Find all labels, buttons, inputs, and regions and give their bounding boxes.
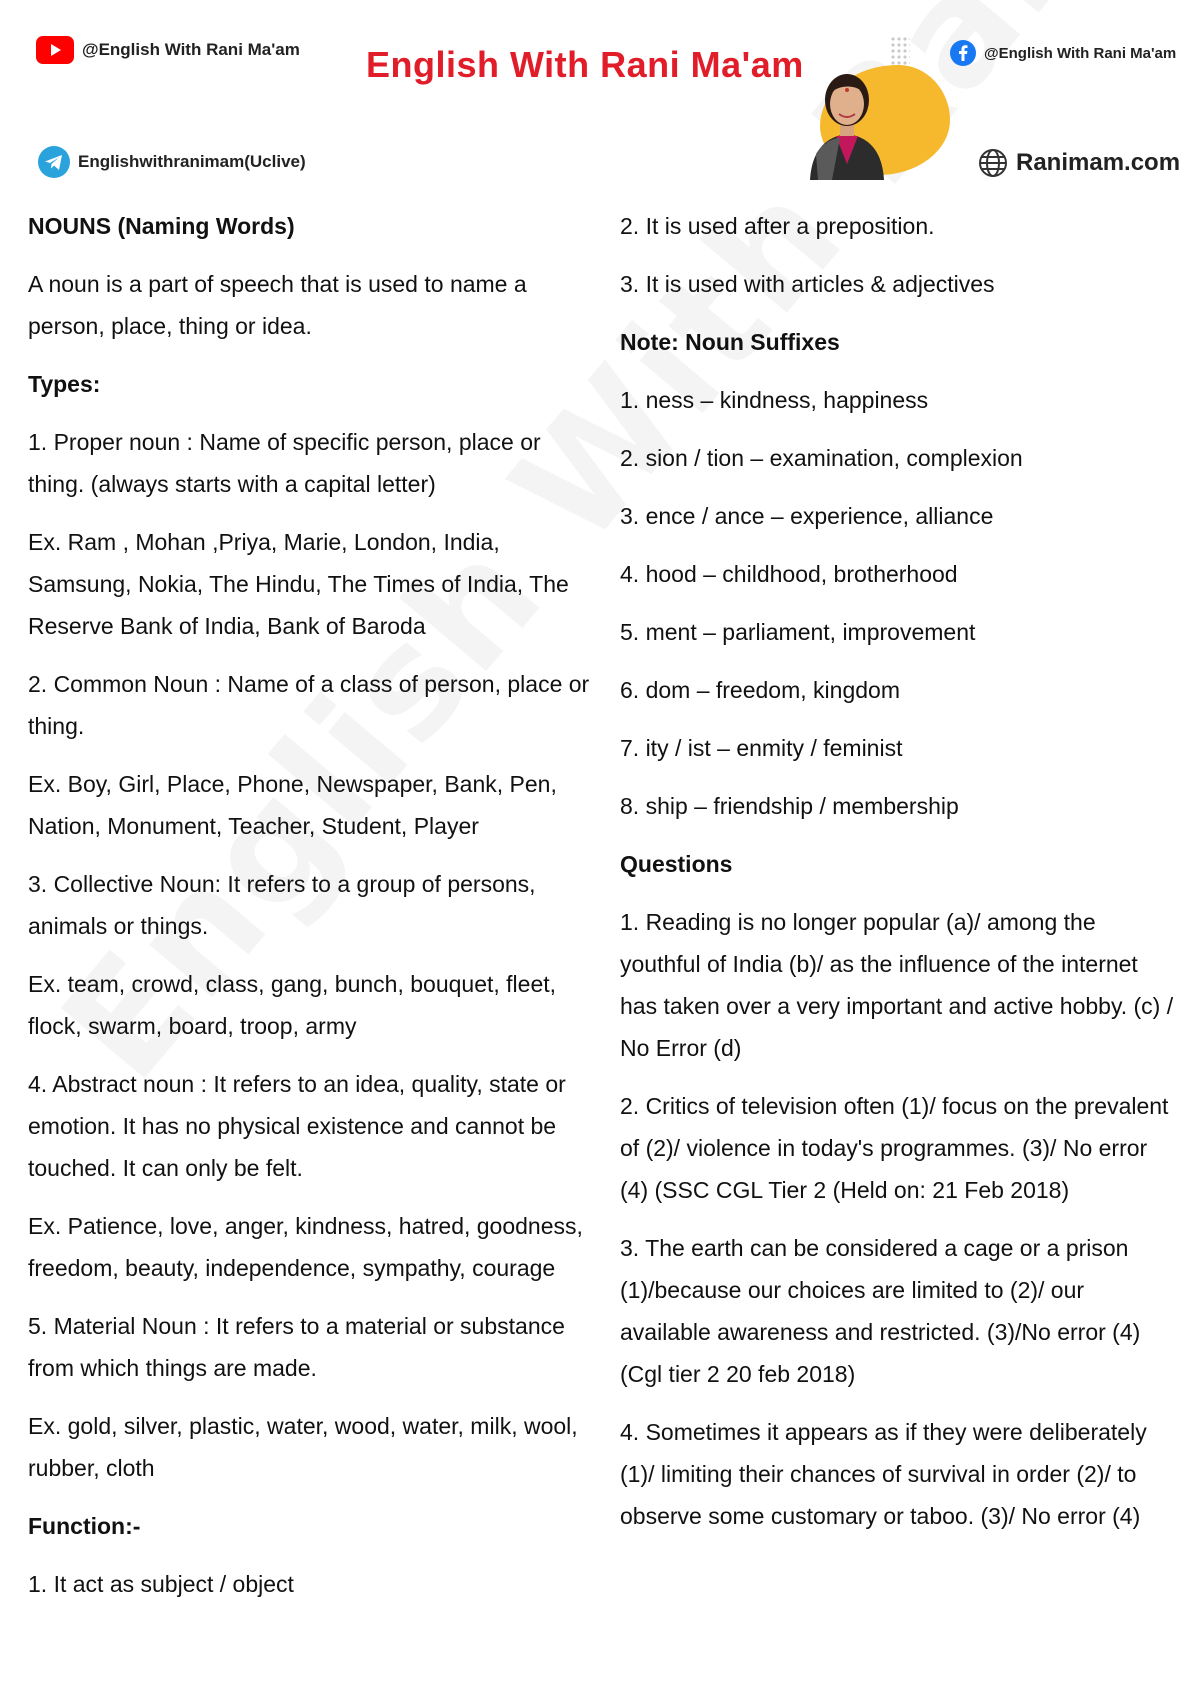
question-item: 2. Critics of television often (1)/ focus on the prevalent of (2)/ violence in today's programmes. (3)/ No error (4) (SSC CGL Tier 2 (Held on: 21 Feb 2018) <box>620 1093 1169 1203</box>
function-item: 2. It is used after a preposition. <box>620 213 935 239</box>
function-item: 1. It act as subject / object <box>28 1571 294 1597</box>
common-noun-examples: Ex. Boy, Girl, Place, Phone, Newspaper, Bank, Pen, Nation, Monument, Teacher, Student, Player <box>28 771 557 839</box>
abstract-noun-definition: 4. Abstract noun : It refers to an idea, quality, state or emotion. It has no physical existence and cannot be touched. It can only be felt. <box>28 1071 566 1181</box>
telegram-icon <box>38 146 70 178</box>
proper-noun-examples: Ex. Ram , Mohan ,Priya, Marie, London, India, Samsung, Nokia, The Hindu, The Times of India, The Reserve Bank of India, Bank of Baroda <box>28 529 569 639</box>
suffix-item: 4. hood – childhood, brotherhood <box>620 561 958 587</box>
question-item: 1. Reading is no longer popular (a)/ among the youthful of India (b)/ as the influence of the internet has taken over a very important and active hobby. (c) / No Error (d) <box>620 909 1174 1061</box>
abstract-noun-examples: Ex. Patience, love, anger, kindness, hatred, goodness, freedom, beauty, independence, sympathy, courage <box>28 1213 583 1281</box>
brand-title: English With Rani Ma'am <box>366 44 804 85</box>
youtube-handle[interactable] <box>36 36 300 64</box>
presenter-photo <box>792 54 902 180</box>
question-item: 4. Sometimes it appears as if they were deliberately (1)/ limiting their chances of survival in order (2)/ to observe some customary or taboo. (3)/ No error (4) <box>620 1419 1147 1529</box>
suffix-item: 3. ence / ance – experience, alliance <box>620 503 994 529</box>
material-noun-examples: Ex. gold, silver, plastic, water, wood, water, milk, wool, rubber, cloth <box>28 1413 578 1481</box>
youtube-icon <box>36 36 74 64</box>
suffix-item: 5. ment – parliament, improvement <box>620 619 976 645</box>
section-title: NOUNS (Naming Words) <box>28 213 295 239</box>
website-link[interactable] <box>978 148 1180 178</box>
left-column <box>28 205 593 1621</box>
suffix-item: 7. ity / ist – enmity / feminist <box>620 735 903 761</box>
function-item: 3. It is used with articles & adjectives <box>620 271 995 297</box>
facebook-handle-text: @English With Rani Ma'am <box>984 44 1177 62</box>
page-header <box>0 0 1200 190</box>
suffix-item: 1. ness – kindness, happiness <box>620 387 929 413</box>
suffix-item: 8. ship – friendship / membership <box>620 793 959 819</box>
material-noun-definition: 5. Material Noun : It refers to a material or substance from which things are made. <box>28 1313 565 1381</box>
right-column <box>620 205 1180 1553</box>
facebook-handle[interactable] <box>950 40 1176 66</box>
website-text: Ranimam.com <box>1016 149 1181 176</box>
noun-definition: A noun is a part of speech that is used to name a person, place, thing or idea. <box>28 271 527 339</box>
telegram-handle-text: Englishwithranimam(Uclive) <box>78 152 306 171</box>
telegram-handle[interactable] <box>38 146 306 178</box>
types-heading: Types: <box>28 371 101 397</box>
facebook-icon <box>950 40 976 66</box>
suffix-item: 2. sion / tion – examination, complexion <box>620 445 1023 471</box>
suffix-item: 6. dom – freedom, kingdom <box>620 677 900 703</box>
collective-noun-examples: Ex. team, crowd, class, gang, bunch, bouquet, fleet, flock, swarm, board, troop, army <box>28 971 557 1039</box>
function-heading: Function:- <box>28 1513 141 1539</box>
globe-icon <box>978 148 1008 178</box>
youtube-handle-text: @English With Rani Ma'am <box>82 40 300 59</box>
collective-noun-definition: 3. Collective Noun: It refers to a group of persons, animals or things. <box>28 871 536 939</box>
proper-noun-definition: 1. Proper noun : Name of specific person, place or thing. (always starts with a capital letter) <box>28 429 541 497</box>
common-noun-definition: 2. Common Noun : Name of a class of person, place or thing. <box>28 671 590 739</box>
question-item: 3. The earth can be considered a cage or a prison (1)/because our choices are limited to (2)/ our available awareness and restricted. (3)/No error (4) (Cgl tier 2 20 feb 2018) <box>620 1235 1141 1387</box>
suffix-heading: Note: Noun Suffixes <box>620 329 840 355</box>
questions-heading: Questions <box>620 851 733 877</box>
